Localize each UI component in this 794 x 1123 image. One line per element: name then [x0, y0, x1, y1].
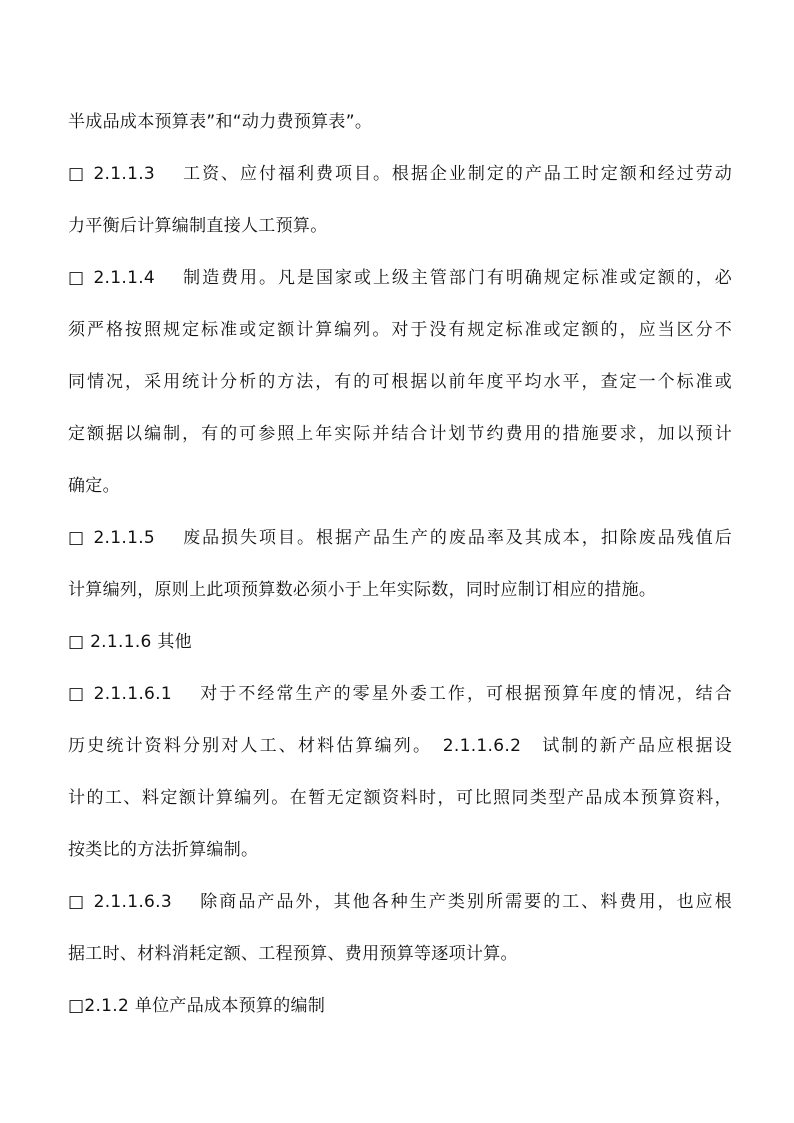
text-line: 计的工、料定额计算编列。在暂无定额资料时，可比照同类型产品成本预算资料， — [68, 788, 732, 808]
text-line: 计算编列，原则上此项预算数必须小于上年实际数，同时应制订相应的措施。 — [68, 580, 657, 600]
text-line: □ 2.1.1.4 制造费用。凡是国家或上级主管部门有明确规定标准或定额的，必 — [68, 268, 732, 288]
text-line: □ 2.1.1.6.1 对于不经常生产的零星外委工作，可根据预算年度的情况，结合 — [68, 684, 732, 704]
text-line: □ 2.1.1.3 工资、应付福利费项目。根据企业制定的产品工时定额和经过劳动 — [68, 164, 732, 184]
text-line: 同情况，采用统计分析的方法，有的可根据以前年度平均水平，查定一个标准或 — [68, 372, 732, 392]
text-line: 须严格按照规定标准或定额计算编列。对于没有规定标准或定额的，应当区分不 — [68, 320, 732, 340]
text-line: 按类比的方法折算编制。 — [68, 840, 259, 860]
text-line: 确定。 — [68, 476, 120, 496]
text-line: □ 2.1.1.6.3 除商品产品外，其他各种生产类别所需要的工、料费用，也应根 — [68, 892, 732, 912]
document-body — [68, 96, 732, 1032]
text-line: 半成品成本预算表”和“动力费预算表”。 — [68, 112, 373, 132]
text-line: 历史统计资料分别对人工、材料估算编列。 2.1.1.6.2 试制的新产品应根据设 — [68, 736, 732, 756]
text-line: 定额据以编制，有的可参照上年实际并结合计划节约费用的措施要求，加以预计 — [68, 424, 732, 444]
text-line: □ 2.1.1.6 其他 — [68, 632, 192, 652]
text-line: □ 2.1.1.5 废品损失项目。根据产品生产的废品率及其成本，扣除废品残值后 — [68, 528, 732, 548]
text-line: 据工时、材料消耗定额、工程预算、费用预算等逐项计算。 — [68, 944, 518, 964]
text-line: □2.1.2 单位产品成本预算的编制 — [68, 996, 326, 1016]
text-line: 力平衡后计算编制直接人工预算。 — [68, 216, 328, 236]
